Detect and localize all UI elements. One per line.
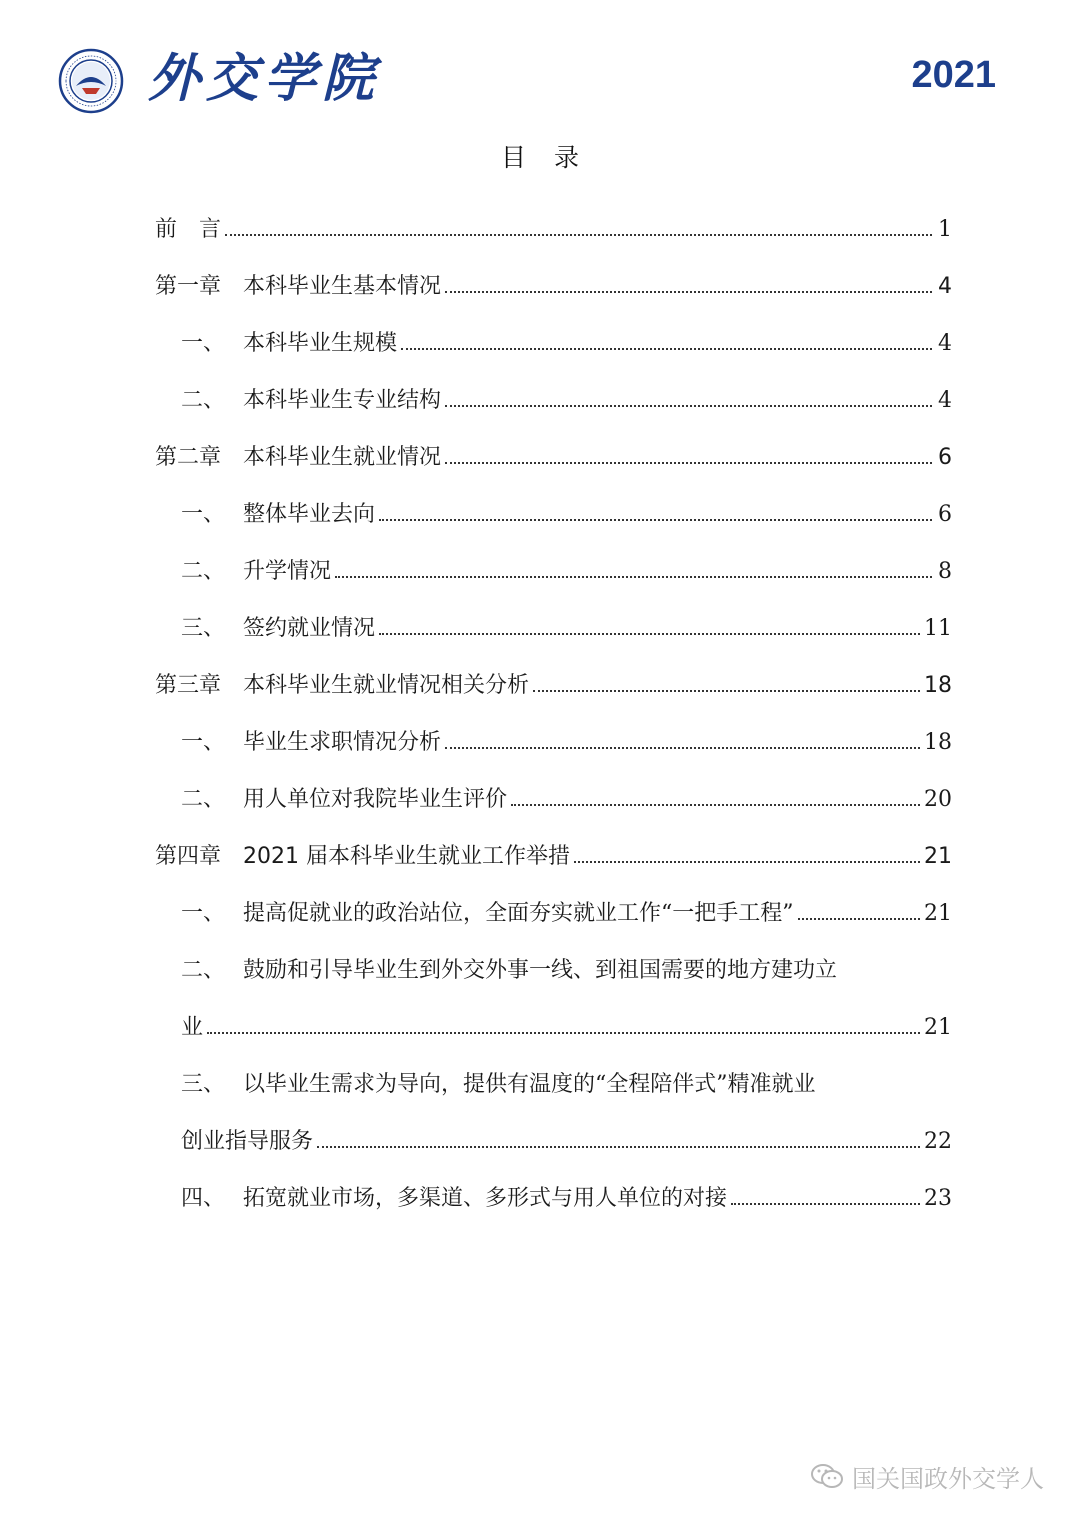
toc-entry-number: 二、 xyxy=(181,958,226,983)
toc-entry[interactable] xyxy=(155,538,952,595)
toc-entry-number: 一、 xyxy=(181,901,226,926)
page-header xyxy=(0,0,1080,120)
university-wordmark: 外交学院 xyxy=(148,48,381,109)
toc-entry[interactable] xyxy=(155,1051,952,1108)
toc-entry-number: 二、 xyxy=(181,787,226,812)
dot-leader xyxy=(379,519,932,521)
dot-leader xyxy=(445,405,932,407)
toc-entry-label: 本科毕业生专业结构 xyxy=(243,388,442,413)
dot-leader xyxy=(335,576,932,578)
toc-entry-page: 8 xyxy=(938,559,952,584)
toc-entry-page: 6 xyxy=(938,502,952,527)
toc-entry-page: 23 xyxy=(924,1186,952,1211)
toc-chapter-entry[interactable] xyxy=(155,652,952,709)
toc-entry-label: 本科毕业生基本情况 xyxy=(243,274,442,299)
wechat-icon xyxy=(810,1462,844,1490)
toc-entry-page: 22 xyxy=(924,1129,952,1154)
toc-entry-number: 四、 xyxy=(181,1186,226,1211)
toc-entry-page: 18 xyxy=(924,730,952,755)
toc-entry-page: 4 xyxy=(938,274,952,299)
toc-preface-entry[interactable] xyxy=(155,196,952,253)
toc-entry-label: 本科毕业生就业情况 xyxy=(243,445,442,470)
toc-entry[interactable] xyxy=(155,1165,952,1222)
toc-entry-label: 整体毕业去向 xyxy=(243,502,376,527)
university-seal-logo xyxy=(58,48,124,114)
wechat-watermark xyxy=(810,1458,1044,1494)
toc-entry-number: 二、 xyxy=(181,559,226,584)
toc-entry-label: 以毕业生需求为导向，提供有温度的“全程陪伴式”精准就业 xyxy=(243,1072,816,1097)
toc-entry-label-continued: 创业指导服务 xyxy=(181,1129,314,1154)
toc-chapter-entry[interactable] xyxy=(155,823,952,880)
toc-entry[interactable] xyxy=(155,766,952,823)
toc-entry[interactable] xyxy=(155,310,952,367)
toc-entry-number: 第四章 xyxy=(155,844,222,869)
toc-entry[interactable] xyxy=(155,937,952,994)
toc-entry-page: 18 xyxy=(924,673,952,698)
toc-entry-number: 二、 xyxy=(181,388,226,413)
dot-leader xyxy=(317,1146,920,1148)
toc-entry-page: 21 xyxy=(924,901,952,926)
dot-leader xyxy=(533,690,920,692)
toc-entry-number: 三、 xyxy=(181,1072,226,1097)
toc-entry-number: 第二章 xyxy=(155,445,222,470)
toc-entry-page: 21 xyxy=(924,844,952,869)
toc-entry-page: 6 xyxy=(938,445,952,470)
toc-entry[interactable] xyxy=(155,367,952,424)
toc-entry-label: 前 言 xyxy=(155,217,222,242)
toc-entry-number: 三、 xyxy=(181,616,226,641)
toc-entry[interactable] xyxy=(155,481,952,538)
toc-entry[interactable] xyxy=(155,595,952,652)
toc-entry-number: 一、 xyxy=(181,331,226,356)
toc-entry-number: 一、 xyxy=(181,730,226,755)
toc-entry-label: 本科毕业生规模 xyxy=(243,331,398,356)
toc-entry-number: 第一章 xyxy=(155,274,222,299)
toc-entry-page: 11 xyxy=(924,616,952,641)
toc-entry-label: 签约就业情况 xyxy=(243,616,376,641)
toc-entry-label: 本科毕业生就业情况相关分析 xyxy=(243,673,530,698)
dot-leader xyxy=(798,918,921,920)
dot-leader xyxy=(445,747,920,749)
dot-leader xyxy=(574,861,920,863)
toc-entry-page: 4 xyxy=(938,331,952,356)
toc-entry-label: 毕业生求职情况分析 xyxy=(243,730,442,755)
toc-entry-page: 20 xyxy=(924,787,952,812)
dot-leader xyxy=(401,348,932,350)
dot-leader xyxy=(379,633,920,635)
toc-entry[interactable] xyxy=(155,880,952,937)
toc-entry-label-continued: 业 xyxy=(181,1015,204,1040)
toc-entry-label: 用人单位对我院毕业生评价 xyxy=(243,787,508,812)
dot-leader xyxy=(445,291,932,293)
toc-chapter-entry[interactable] xyxy=(155,424,952,481)
toc-entry-label: 2021 届本科毕业生就业工作举措 xyxy=(243,844,570,869)
toc-chapter-entry[interactable] xyxy=(155,253,952,310)
toc-entry-continuation[interactable] xyxy=(155,994,952,1051)
toc-entry-label: 拓宽就业市场，多渠道、多形式与用人单位的对接 xyxy=(243,1186,728,1211)
toc-entry-page: 4 xyxy=(938,388,952,413)
report-year: 2021 xyxy=(911,54,996,96)
toc-entry-label: 提高促就业的政治站位，全面夯实就业工作“一把手工程” xyxy=(243,901,794,926)
toc-entry-page: 21 xyxy=(924,1015,952,1040)
toc-title: 目录 xyxy=(500,143,607,172)
dot-leader xyxy=(445,462,932,464)
toc-entry-number: 一、 xyxy=(181,502,226,527)
table-of-contents xyxy=(155,196,952,1222)
dot-leader xyxy=(207,1032,920,1034)
toc-entry-continuation[interactable] xyxy=(155,1108,952,1165)
toc-entry-page: 1 xyxy=(938,217,952,242)
toc-entry-label: 鼓励和引导毕业生到外交外事一线、到祖国需要的地方建功立 xyxy=(243,958,838,983)
toc-entry-number: 第三章 xyxy=(155,673,222,698)
dot-leader xyxy=(511,804,920,806)
dot-leader xyxy=(225,234,932,236)
watermark-text: 国关国政外交学人 xyxy=(852,1464,1044,1493)
toc-entry-label: 升学情况 xyxy=(243,559,332,584)
dot-leader xyxy=(731,1203,920,1205)
toc-entry[interactable] xyxy=(155,709,952,766)
